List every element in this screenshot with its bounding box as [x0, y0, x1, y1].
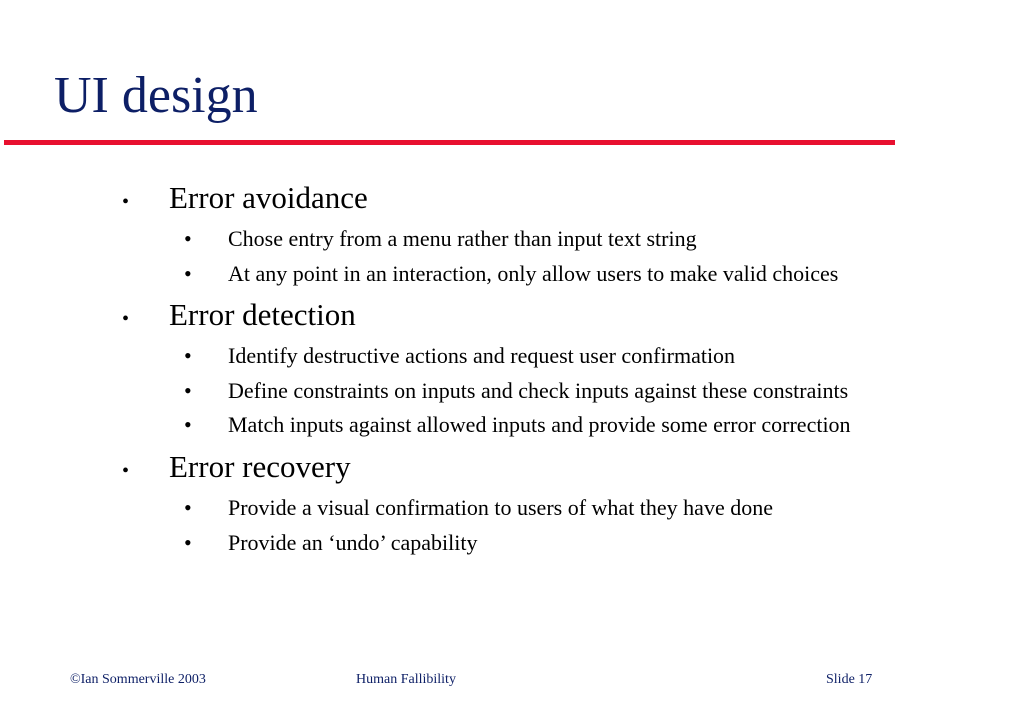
slide-title: UI design	[54, 67, 258, 124]
bullet-icon: •	[184, 343, 192, 368]
list-item: Provide a visual confirmation to users of what they have done	[228, 495, 773, 520]
footer-topic: Human Fallibility	[356, 672, 456, 687]
section-heading: Error recovery	[169, 449, 351, 484]
list-item: Identify destructive actions and request user confirmation	[228, 343, 736, 368]
list-item: Match inputs against allowed inputs and provide some error correction	[228, 412, 851, 437]
bullet-icon: •	[184, 412, 192, 437]
bullet-icon: •	[184, 378, 192, 403]
list-item: Define constraints on inputs and check inputs against these constraints	[228, 378, 849, 403]
section-heading: Error detection	[169, 297, 356, 332]
list-item: At any point in an interaction, only allow users to make valid choices	[228, 261, 839, 286]
bullet-icon: •	[184, 530, 192, 555]
section-heading: Error avoidance	[169, 180, 368, 215]
list-item: Provide an ‘undo’ capability	[228, 530, 478, 555]
bullet-icon: •	[122, 460, 130, 482]
bullet-icon: •	[122, 191, 130, 213]
title-underline	[4, 140, 895, 145]
list-item: Chose entry from a menu rather than input text string	[228, 226, 697, 251]
footer-copyright: ©Ian Sommerville 2003	[70, 672, 206, 687]
bullet-icon: •	[122, 308, 130, 330]
bullet-icon: •	[184, 495, 192, 520]
bullet-icon: •	[184, 261, 192, 286]
bullet-icon: •	[184, 226, 192, 251]
footer-slide-number: Slide 17	[826, 672, 873, 687]
